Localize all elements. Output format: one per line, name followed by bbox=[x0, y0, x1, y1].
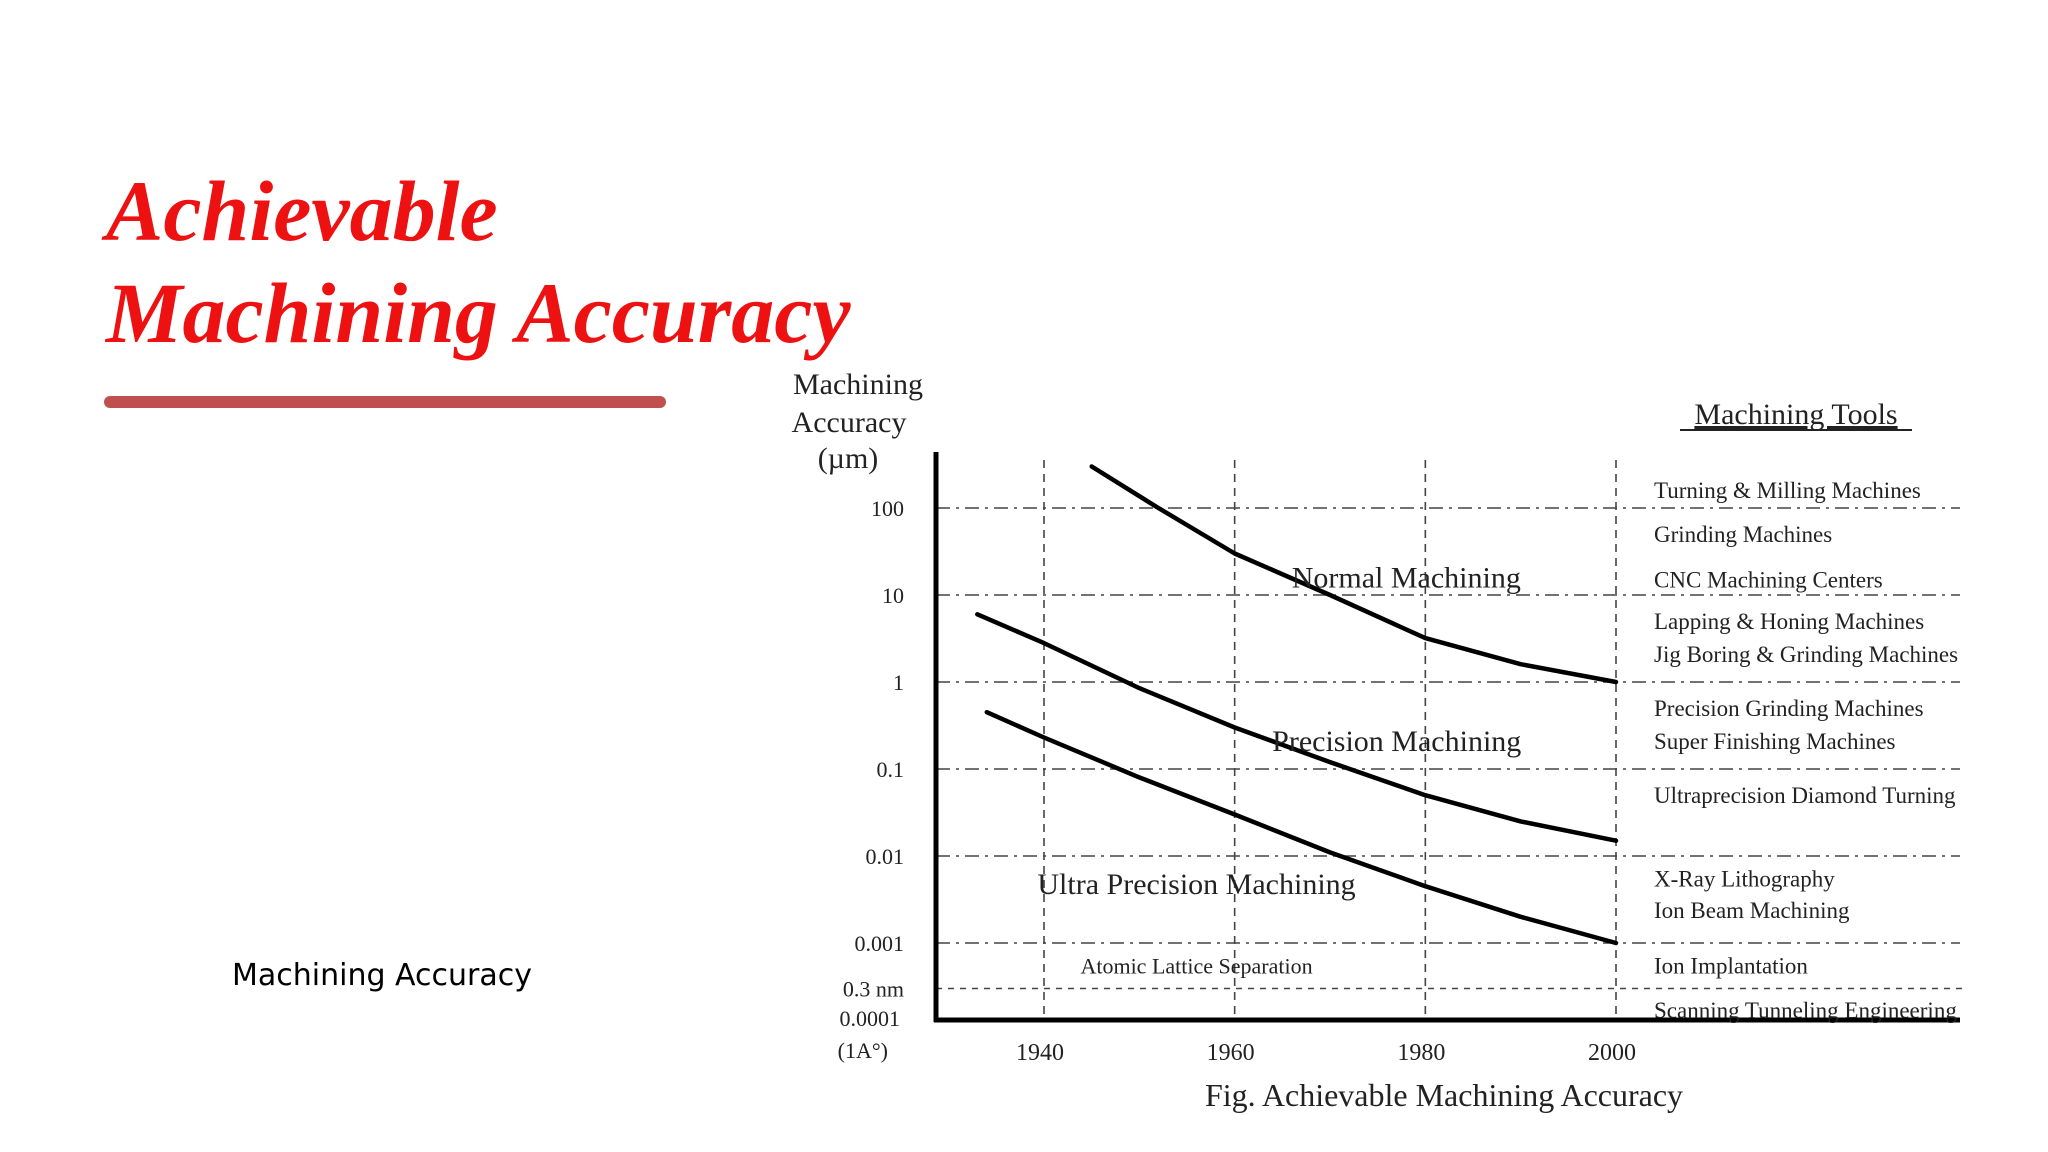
y-tick-label: 0.0001 bbox=[839, 1006, 900, 1031]
y-axis-label: (µm) bbox=[817, 442, 879, 475]
y-tick-label: 0.001 bbox=[854, 931, 904, 956]
y-tick-label: 100 bbox=[871, 496, 904, 521]
tool-label: CNC Machining Centers bbox=[1654, 567, 1883, 593]
y-axis-label: Machining bbox=[793, 368, 923, 401]
x-tick-label: 1980 bbox=[1397, 1040, 1446, 1066]
tool-label: Super Finishing Machines bbox=[1654, 728, 1896, 754]
tool-label: X-Ray Lithography bbox=[1654, 866, 1835, 892]
x-tick-label: 2000 bbox=[1588, 1040, 1636, 1066]
tools-title: Machining Tools bbox=[1694, 398, 1898, 431]
y-tick-label: 1 bbox=[893, 670, 904, 695]
y-axis-label: Accuracy bbox=[791, 406, 907, 439]
region-label: Precision Machining bbox=[1272, 724, 1522, 758]
tool-label: Ultraprecision Diamond Turning bbox=[1654, 783, 1956, 809]
region-label: Normal Machining bbox=[1291, 561, 1521, 595]
tool-label: Ion Implantation bbox=[1654, 953, 1808, 979]
chart-title: Fig. Achievable Machining Accuracy bbox=[1204, 1077, 1684, 1113]
y-tick-label: 0.3 nm bbox=[842, 976, 904, 1002]
tool-label: Jig Boring & Grinding Machines bbox=[1654, 641, 1959, 667]
slide-title-line-2: Machining Accuracy bbox=[106, 265, 851, 361]
y-tick-label: 10 bbox=[882, 583, 904, 608]
y-tick-label: 0.01 bbox=[865, 844, 904, 869]
x-tick-label: 1940 bbox=[1016, 1040, 1064, 1066]
y-tick-sublabel: (1A°) bbox=[837, 1038, 888, 1063]
tool-label: Scanning Tunneling Engineering bbox=[1654, 997, 1957, 1023]
slide-caption: Machining Accuracy bbox=[232, 958, 533, 993]
tool-label: Precision Grinding Machines bbox=[1654, 696, 1924, 722]
y-tick-label: 0.1 bbox=[876, 757, 904, 782]
region-label: Atomic Lattice Separation bbox=[1080, 953, 1313, 979]
slide-title-line-1: Achievable bbox=[106, 163, 498, 259]
tool-label: Turning & Milling Machines bbox=[1654, 478, 1921, 504]
tool-label: Ion Beam Machining bbox=[1654, 897, 1850, 923]
tool-label: Grinding Machines bbox=[1654, 522, 1833, 548]
tool-label: Lapping & Honing Machines bbox=[1654, 609, 1925, 635]
region-label: Ultra Precision Machining bbox=[1037, 868, 1356, 902]
x-tick-label: 1960 bbox=[1206, 1040, 1255, 1066]
